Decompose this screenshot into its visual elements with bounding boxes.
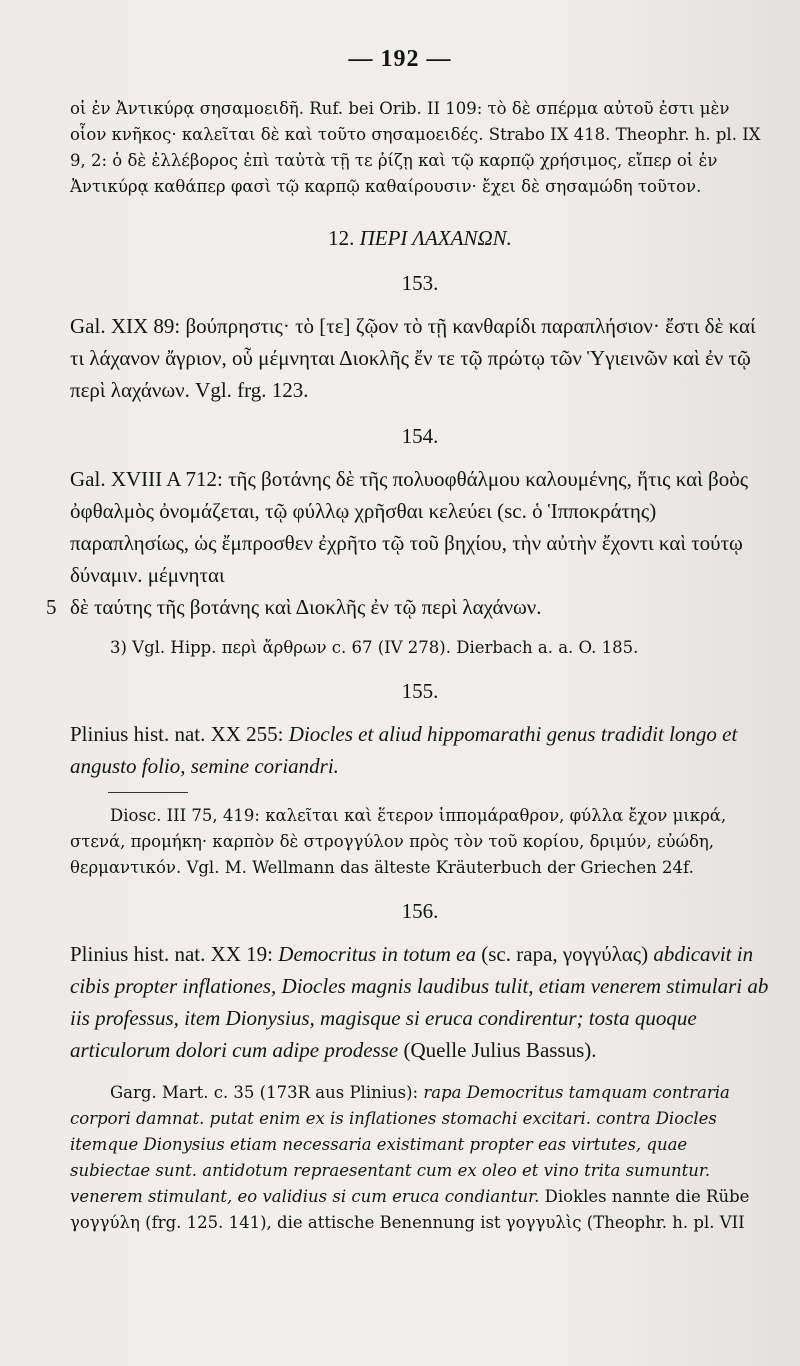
fragment-156-note-end: Diokles nannte die Rübe γογγύλη (frg. 125. 141), die attische Benennung ist γογγυλὶς (Theophr. h. pl. VII (70, 1187, 750, 1232)
section-title: ΠΕΡΙ ΛΑΧΑΝΩΝ. (359, 226, 512, 250)
fragment-156-number: 156. (401, 899, 439, 923)
fragment-155-lead: Plinius hist. nat. XX 255: (70, 722, 289, 746)
fragment-156-note (70, 1080, 770, 1236)
page-number: — 192 — (348, 46, 452, 72)
fragment-153-text: Gal. XIX 89: βούπρηστις· τὸ [τε] ζῷον τὸ τῇ κανθαρίδι παραπλήσιον· ἔστι δὲ καί τι λάχανον ἄγριον, οὗ μέμνηται Διοκλῆς ἔν τε τῷ πρώτῳ τῶν Ὑγιεινῶν καὶ ἐν τῷ περὶ λαχάνων. Vgl. frg. 123. (70, 314, 756, 402)
fragment-156-note-quote: rapa Democritus tamquam contraria corpori damnat. putat enim ex is inflationes stomachi excitari. contra Diocles itemque Dionysius etiam necessaria existimant propter eas virtutes, quae subiectae sunt. antidotum repraesentant cum ex oleo et vino trita sumuntur. venerem stimulant, eo validius si cum eruca condiantur. (70, 1083, 730, 1206)
fragment-156-text (70, 938, 770, 1066)
fragment-154-note: 3) Vgl. Hipp. περὶ ἄρθρων c. 67 (IV 278). Dierbach a. a. O. 185. (110, 638, 639, 657)
fragment-154-line-5 (46, 591, 770, 623)
fragment-155-number: 155. (401, 679, 439, 703)
section-heading (70, 226, 770, 251)
fragment-156-paren: (sc. rapa, γογγύλας) (476, 942, 654, 966)
fragment-153-number: 153. (401, 271, 439, 295)
footnote-rule (108, 792, 188, 793)
top-note: οἱ ἐν Ἀντικύρᾳ σησαμοειδῆ. Ruf. bei Orib. II 109: τὸ δὲ σπέρμα αὐτοῦ ἐστι μὲν οἷον κνῆκος· καλεῖται δὲ καὶ τοῦτο σησαμοειδές. Strabo IX 418. Theophr. h. pl. IX 9, 2: ὁ δὲ ἐλλέβορος ἐπὶ ταὐτὰ τῇ τε ῥίζῃ καὶ τῷ καρπῷ χρήσιμος, εἴπερ οἱ ἐν Ἀντικύρᾳ καθάπερ φασὶ τῷ καρπῷ καθαίρουσιν· ἔχει δὲ σησαμώδη τοῦτον. (70, 99, 761, 196)
fragment-156-note-lead: Garg. Mart. c. 35 (173R aus Plinius): (110, 1083, 424, 1102)
fragment-156-quote-1: Democritus in totum ea (278, 942, 477, 966)
fragment-154-text: Gal. XVIII A 712: τῆς βοτάνης δὲ τῆς πολυοφθάλμου καλουμένης, ἥτις καὶ βοὸς ὀφθαλμὸς ὀνομάζεται, τῷ φύλλῳ χρῆσθαι κελεύει (sc. ὁ Ἱπποκράτης) παραπλησίως, ὡς ἔμπροσθεν ἐχρῆτο τῷ τοῦ βηχίου, τὴν αὐτὴν ἔχοντι καὶ τούτῳ δύναμιν. μέμνηται (70, 467, 749, 587)
page-content (46, 96, 770, 1236)
fragment-156-source: (Quelle Julius Bassus). (398, 1038, 597, 1062)
fragment-155-note: Diosc. III 75, 419: καλεῖται καὶ ἕτερον ἱππομάραθρον, φύλλα ἔχον μικρά, στενά, προμήκη· καρπὸν δὲ στρογγύλον πρὸς τὸν τοῦ κορίου, δριμύν, εὐώδη, θερμαντικόν. Vgl. M. Wellmann das älteste Kräuterbuch der Griechen 24f. (70, 806, 727, 877)
fragment-154-text-end: δὲ ταύτης τῆς βοτάνης καὶ Διοκλῆς ἐν τῷ περὶ λαχάνων. (70, 595, 542, 619)
fragment-156-lead: Plinius hist. nat. XX 19: (70, 942, 279, 966)
section-number: 12. (328, 226, 355, 250)
fragment-154-number: 154. (401, 424, 439, 448)
line-number: 5 (46, 595, 57, 619)
fragment-155-quote: Diocles et aliud hippomarathi genus tradidit longo et angusto folio, semine coriandri. (70, 722, 738, 778)
fragment-155-text (70, 718, 770, 782)
fragment-156-quote-2: abdicavit in cibis propter inflationes, Diocles magnis laudibus tulit, etiam venerem stimulari ab iis professus, item Dionysius, magisque si eruca condirentur; tosta quoque articulorum dolori cum adipe prodesse (70, 942, 769, 1062)
